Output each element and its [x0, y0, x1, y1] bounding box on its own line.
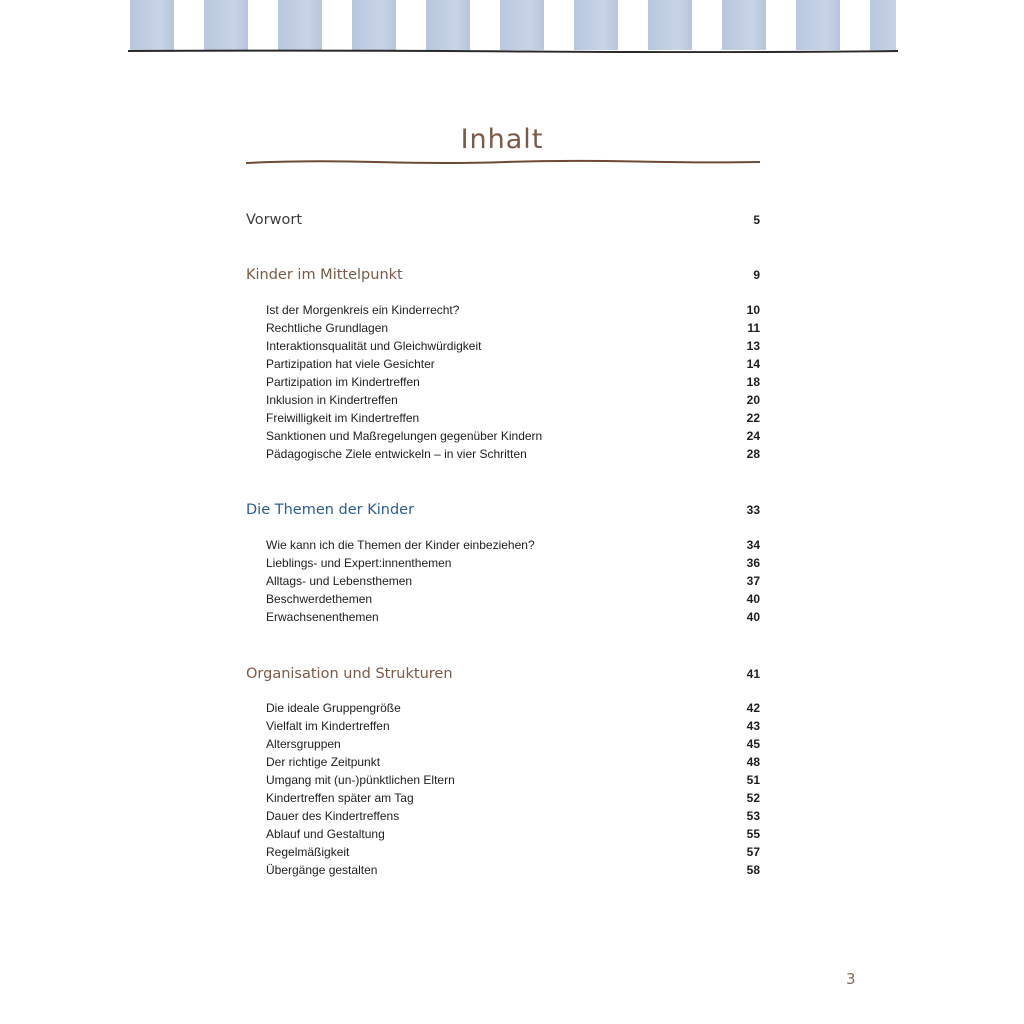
entry-page: 24	[746, 429, 760, 443]
entry-title: Rechtliche Grundlagen	[266, 321, 389, 335]
entry-page: 20	[746, 393, 760, 407]
section-title: Organisation und Strukturen	[246, 666, 453, 682]
entry-title: Regelmäßigkeit	[266, 845, 350, 859]
entry-title: Altersgruppen	[266, 737, 341, 751]
toc-section-kinder-im-mittelpunkt[interactable]	[246, 267, 760, 283]
entry-title: Dauer des Kindertreffens	[266, 809, 400, 823]
title-underline	[246, 158, 760, 166]
entry-title: Die ideale Gruppengröße	[266, 701, 401, 715]
header-rule	[128, 49, 898, 53]
entry-title: Inklusion in Kindertreffen	[266, 393, 398, 407]
entry-page: 52	[746, 791, 760, 805]
toc-entry[interactable]	[246, 538, 760, 552]
entry-title: Freiwilligkeit im Kindertreffen	[266, 411, 420, 425]
toc-entry[interactable]	[246, 375, 760, 389]
entry-title: Lieblings- und Expert:innenthemen	[266, 556, 452, 570]
toc-entry[interactable]	[246, 701, 760, 715]
toc-entry[interactable]	[246, 845, 760, 859]
entry-page: 55	[746, 827, 760, 841]
entry-page: 36	[746, 556, 760, 570]
section-page: 41	[746, 667, 760, 681]
entry-page: 40	[746, 592, 760, 606]
entry-title: Ist der Morgenkreis ein Kinderrecht?	[266, 303, 460, 317]
page-number: 3	[846, 970, 856, 988]
toc-entry[interactable]	[246, 592, 760, 606]
toc-entry[interactable]	[246, 827, 760, 841]
toc-entry[interactable]	[246, 755, 760, 769]
entry-page: 43	[746, 719, 760, 733]
entry-page: 10	[746, 303, 760, 317]
toc-entry[interactable]	[246, 773, 760, 787]
toc-entry[interactable]	[246, 429, 760, 443]
entry-page: 11	[747, 321, 760, 335]
toc-entry[interactable]	[246, 556, 760, 570]
toc-entry[interactable]	[246, 357, 760, 371]
toc-entry[interactable]	[246, 719, 760, 733]
striped-header-band	[130, 0, 896, 50]
entry-title: Ablauf und Gestaltung	[266, 827, 385, 841]
entry-page: 42	[746, 701, 760, 715]
entry-title: Übergänge gestalten	[266, 863, 378, 877]
entry-page: 57	[746, 845, 760, 859]
entry-title: Alltags- und Lebensthemen	[266, 574, 413, 588]
entry-title: Kindertreffen später am Tag	[266, 791, 414, 805]
entry-title: Der richtige Zeitpunkt	[266, 755, 381, 769]
entry-page: 40	[746, 610, 760, 624]
entry-page: 14	[746, 357, 760, 371]
toc-entry[interactable]	[246, 411, 760, 425]
section-page: 33	[746, 503, 760, 517]
toc-section-organisation[interactable]	[246, 666, 760, 682]
entry-page: 22	[746, 411, 760, 425]
entry-title: Wie kann ich die Themen der Kinder einbeziehen?	[266, 538, 535, 552]
entry-page: 51	[746, 773, 760, 787]
entry-page: 53	[746, 809, 760, 823]
toc-entry[interactable]	[246, 610, 760, 624]
toc-entry[interactable]	[246, 737, 760, 751]
entry-page: 37	[746, 574, 760, 588]
toc-entry[interactable]	[246, 321, 760, 335]
entry-page: 58	[746, 863, 760, 877]
toc-entry[interactable]	[246, 303, 760, 317]
entry-title: Sanktionen und Maßregelungen gegenüber Kindern	[266, 429, 543, 443]
entry-page: 48	[746, 755, 760, 769]
toc-entry[interactable]	[246, 339, 760, 353]
entry-title: Pädagogische Ziele entwickeln – in vier Schritten	[266, 447, 527, 461]
toc-entry[interactable]	[246, 791, 760, 805]
section-title: Vorwort	[246, 212, 303, 228]
entry-title: Interaktionsqualität und Gleichwürdigkeit	[266, 339, 482, 353]
entry-title: Partizipation hat viele Gesichter	[266, 357, 435, 371]
toc-entry[interactable]	[246, 863, 760, 877]
section-title: Kinder im Mittelpunkt	[246, 267, 403, 283]
entry-page: 18	[746, 375, 760, 389]
toc-entry[interactable]	[246, 393, 760, 407]
section-page: 9	[753, 268, 760, 282]
entry-page: 34	[746, 538, 760, 552]
entry-title: Beschwerdethemen	[266, 592, 373, 606]
toc-entry[interactable]	[246, 447, 760, 461]
toc-section-themen-der-kinder[interactable]	[246, 502, 760, 518]
entry-page: 28	[746, 447, 760, 461]
toc-entry[interactable]	[246, 574, 760, 588]
toc-entry[interactable]	[246, 809, 760, 823]
entry-title: Partizipation im Kindertreffen	[266, 375, 420, 389]
entry-title: Umgang mit (un-)pünktlichen Eltern	[266, 773, 455, 787]
section-title: Die Themen der Kinder	[246, 502, 415, 518]
entry-page: 13	[746, 339, 760, 353]
toc-section-vorwort[interactable]	[246, 212, 760, 228]
section-page: 5	[753, 213, 760, 227]
page-title: Inhalt	[460, 124, 544, 156]
entry-title: Erwachsenenthemen	[266, 610, 379, 624]
entry-page: 45	[746, 737, 760, 751]
entry-title: Vielfalt im Kindertreffen	[266, 719, 390, 733]
